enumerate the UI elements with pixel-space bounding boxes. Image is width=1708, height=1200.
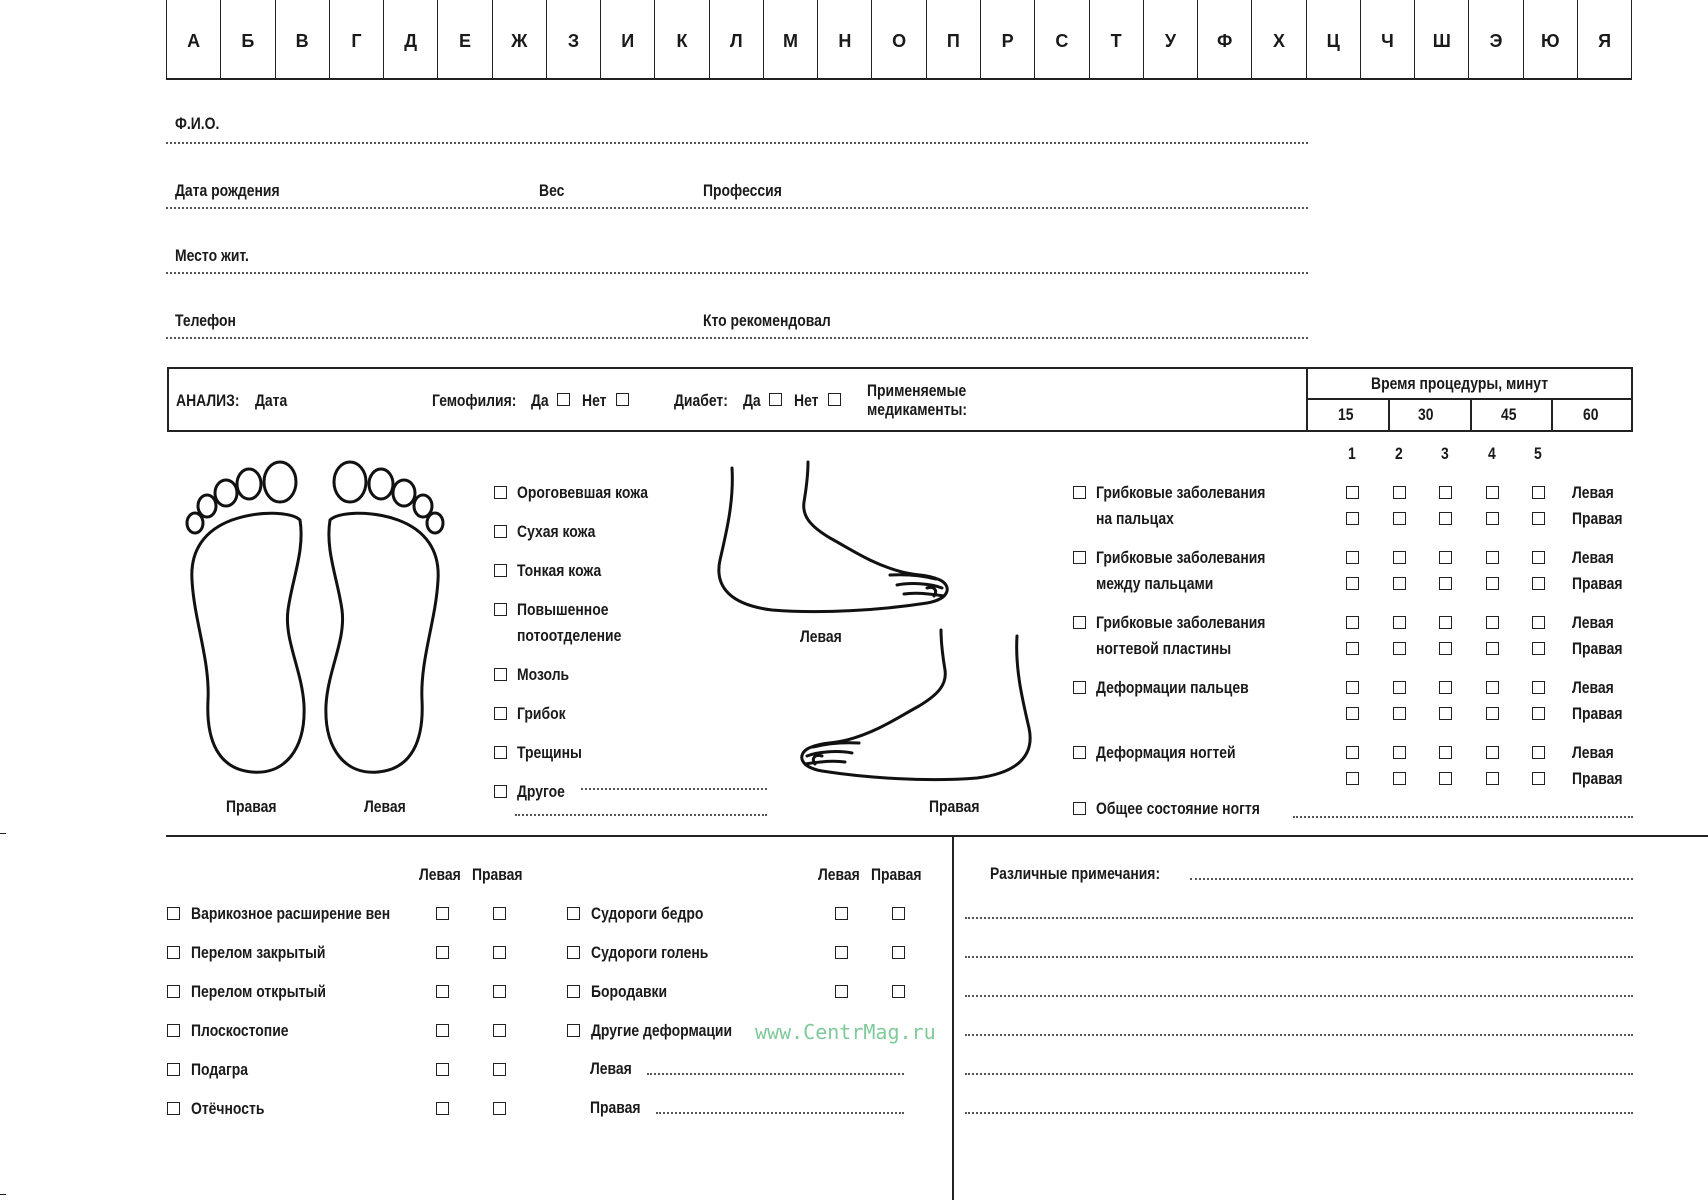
- edge-tick: [0, 1194, 6, 1195]
- grade-checkbox[interactable]: [1346, 772, 1359, 785]
- alphabet-letter[interactable]: Е: [437, 0, 491, 78]
- grade-checkbox[interactable]: [1486, 616, 1499, 629]
- alphabet-letter[interactable]: Н: [817, 0, 871, 78]
- notes-vertical-divider: [952, 835, 954, 1200]
- condition-checkbox[interactable]: [567, 1024, 580, 1037]
- watermark: www.CentrMag.ru: [755, 1020, 936, 1044]
- side-label: Правая: [1572, 704, 1623, 723]
- condition-label: Варикозное расширение вен: [191, 904, 391, 923]
- alphabet-letter[interactable]: Л: [709, 0, 763, 78]
- alphabet-letter[interactable]: А: [166, 0, 220, 78]
- minutes-15[interactable]: 15: [1338, 405, 1354, 424]
- condition-left-checkbox[interactable]: [436, 946, 449, 959]
- skin-condition-checkbox[interactable]: [494, 746, 507, 759]
- hemophilia-no-label: Нет: [582, 391, 607, 410]
- grade-number: 4: [1488, 444, 1496, 463]
- grade-checkbox[interactable]: [1346, 616, 1359, 629]
- weight-label: Вес: [539, 181, 565, 200]
- time-col-divider: [1551, 398, 1553, 432]
- grade-checkbox[interactable]: [1346, 551, 1359, 564]
- notes-line[interactable]: [965, 1034, 1633, 1036]
- side-label: Правая: [1572, 509, 1623, 528]
- condition-right-checkbox[interactable]: [493, 985, 506, 998]
- hemophilia-yes-checkbox[interactable]: [557, 393, 570, 406]
- skin-condition-checkbox[interactable]: [494, 707, 507, 720]
- other-deform-right-label: Правая: [590, 1098, 641, 1117]
- grade-checkbox[interactable]: [1393, 577, 1406, 590]
- grade-checkbox[interactable]: [1486, 577, 1499, 590]
- grade-checkbox[interactable]: [1532, 551, 1545, 564]
- side-label: Правая: [1572, 639, 1623, 658]
- grade-checkbox[interactable]: [1439, 746, 1452, 759]
- skin-condition-checkbox[interactable]: [494, 486, 507, 499]
- skin-condition-checkbox[interactable]: [494, 785, 507, 798]
- grade-checkbox[interactable]: [1346, 577, 1359, 590]
- grade-checkbox[interactable]: [1346, 642, 1359, 655]
- notes-line[interactable]: [965, 956, 1633, 958]
- condition-left-checkbox[interactable]: [835, 907, 848, 920]
- skin-condition-label: Повышенное: [517, 600, 609, 619]
- grade-checkbox[interactable]: [1393, 772, 1406, 785]
- fungal-condition-label-2: ногтевой пластины: [1096, 639, 1232, 658]
- alphabet-letter[interactable]: К: [654, 0, 708, 78]
- grade-checkbox[interactable]: [1439, 707, 1452, 720]
- grade-checkbox[interactable]: [1486, 551, 1499, 564]
- condition-right-checkbox[interactable]: [493, 1024, 506, 1037]
- bottom-right-col-header: Правая: [472, 865, 523, 884]
- grade-checkbox[interactable]: [1439, 486, 1452, 499]
- condition-label: Перелом закрытый: [191, 943, 326, 962]
- condition-label: Судороги голень: [591, 943, 709, 962]
- grade-checkbox[interactable]: [1439, 772, 1452, 785]
- notes-line[interactable]: [965, 917, 1633, 919]
- skin-condition-label: Ороговевшая кожа: [517, 483, 649, 502]
- alphabet-letter[interactable]: Р: [980, 0, 1034, 78]
- alphabet-letter[interactable]: Э: [1468, 0, 1522, 78]
- residence-label: Место жит.: [175, 246, 249, 265]
- skin-condition-checkbox[interactable]: [494, 525, 507, 538]
- grade-checkbox[interactable]: [1486, 486, 1499, 499]
- side-label: Правая: [1572, 574, 1623, 593]
- alphabet-letter[interactable]: П: [926, 0, 980, 78]
- skin-condition-checkbox[interactable]: [494, 564, 507, 577]
- fungal-condition-label: Грибковые заболевания: [1096, 548, 1266, 567]
- alphabet-letter[interactable]: У: [1143, 0, 1197, 78]
- alphabet-letter[interactable]: М: [763, 0, 817, 78]
- condition-right-checkbox[interactable]: [892, 946, 905, 959]
- fio-field[interactable]: [166, 142, 1308, 144]
- condition-checkbox[interactable]: [567, 985, 580, 998]
- condition-checkbox[interactable]: [167, 946, 180, 959]
- nail-general-label: Общее состояние ногтя: [1096, 799, 1260, 818]
- birth-weight-profession-field[interactable]: [166, 207, 1308, 209]
- nail-general-field[interactable]: [1293, 816, 1633, 818]
- bottom2-right-col-header: Правая: [871, 865, 922, 884]
- fungal-condition-checkbox[interactable]: [1073, 551, 1086, 564]
- condition-left-checkbox[interactable]: [436, 907, 449, 920]
- condition-checkbox[interactable]: [567, 946, 580, 959]
- notes-label: Различные примечания:: [990, 864, 1161, 883]
- grade-checkbox[interactable]: [1532, 616, 1545, 629]
- grade-checkbox[interactable]: [1532, 681, 1545, 694]
- grade-checkbox[interactable]: [1439, 616, 1452, 629]
- notes-line[interactable]: [965, 1073, 1633, 1075]
- condition-label: Перелом открытый: [191, 982, 326, 1001]
- grade-checkbox[interactable]: [1486, 707, 1499, 720]
- skin-condition-checkbox[interactable]: [494, 668, 507, 681]
- grade-checkbox[interactable]: [1393, 642, 1406, 655]
- medications-label-2: медикаменты:: [867, 400, 968, 419]
- diabetes-no-label: Нет: [794, 391, 819, 410]
- grade-checkbox[interactable]: [1346, 486, 1359, 499]
- notes-line[interactable]: [1190, 878, 1633, 880]
- other-deform-right-field[interactable]: [656, 1112, 904, 1114]
- condition-right-checkbox[interactable]: [493, 1102, 506, 1115]
- fungal-condition-checkbox[interactable]: [1073, 616, 1086, 629]
- diabetes-yes-label: Да: [743, 391, 761, 410]
- alphabet-letter[interactable]: Я: [1577, 0, 1632, 78]
- grade-checkbox[interactable]: [1346, 512, 1359, 525]
- alphabet-letter[interactable]: В: [275, 0, 329, 78]
- minutes-60[interactable]: 60: [1583, 405, 1599, 424]
- grade-checkbox[interactable]: [1439, 642, 1452, 655]
- condition-checkbox[interactable]: [167, 1102, 180, 1115]
- condition-left-checkbox[interactable]: [436, 1102, 449, 1115]
- condition-right-checkbox[interactable]: [892, 985, 905, 998]
- nail-general-checkbox[interactable]: [1073, 802, 1086, 815]
- alphabet-index: [166, 0, 1632, 80]
- sole-left-caption: Левая: [364, 797, 406, 816]
- fungal-condition-checkbox[interactable]: [1073, 746, 1086, 759]
- side-label: Левая: [1572, 483, 1614, 502]
- grade-checkbox[interactable]: [1532, 512, 1545, 525]
- diabetes-label: Диабет:: [674, 391, 728, 410]
- right-sole-icon: [192, 513, 304, 772]
- skin-condition-label: потоотделение: [517, 626, 622, 645]
- grade-checkbox[interactable]: [1439, 681, 1452, 694]
- grade-checkbox[interactable]: [1439, 512, 1452, 525]
- skin-condition-label: Мозоль: [517, 665, 570, 684]
- grade-number: 3: [1441, 444, 1449, 463]
- alphabet-letter[interactable]: Г: [329, 0, 383, 78]
- condition-left-checkbox[interactable]: [436, 1063, 449, 1076]
- skin-condition-label: Сухая кожа: [517, 522, 596, 541]
- edge-tick: [0, 833, 6, 834]
- condition-checkbox[interactable]: [567, 907, 580, 920]
- referred-by-label: Кто рекомендовал: [703, 311, 831, 330]
- minutes-45[interactable]: 45: [1501, 405, 1517, 424]
- grade-checkbox[interactable]: [1346, 681, 1359, 694]
- notes-line[interactable]: [965, 1112, 1633, 1114]
- side-label: Левая: [1572, 678, 1614, 697]
- condition-right-checkbox[interactable]: [493, 907, 506, 920]
- right-foot-side-illustration: [797, 628, 1037, 788]
- grade-checkbox[interactable]: [1439, 577, 1452, 590]
- other-skin-field[interactable]: [581, 788, 767, 790]
- side-left-caption: Левая: [800, 627, 842, 646]
- feet-soles-illustration: [180, 460, 460, 790]
- condition-label: Подагра: [191, 1060, 249, 1079]
- analysis-divider: [1306, 367, 1308, 432]
- grade-checkbox[interactable]: [1393, 486, 1406, 499]
- condition-label: Отёчность: [191, 1099, 265, 1118]
- fungal-condition-label-2: между пальцами: [1096, 574, 1214, 593]
- minutes-30[interactable]: 30: [1418, 405, 1434, 424]
- procedure-time-label: Время процедуры, минут: [1371, 374, 1549, 393]
- condition-label: Плоскостопие: [191, 1021, 289, 1040]
- alphabet-letter[interactable]: З: [546, 0, 600, 78]
- fungal-condition-label: Деформация ногтей: [1096, 743, 1236, 762]
- left-foot-side-icon: [719, 462, 947, 612]
- hemophilia-no-checkbox[interactable]: [616, 393, 629, 406]
- alphabet-letter[interactable]: Ч: [1360, 0, 1414, 78]
- fungal-condition-label: Деформации пальцев: [1096, 678, 1249, 697]
- grade-checkbox[interactable]: [1486, 746, 1499, 759]
- grade-checkbox[interactable]: [1532, 642, 1545, 655]
- grade-checkbox[interactable]: [1532, 486, 1545, 499]
- grade-number: 1: [1348, 444, 1356, 463]
- skin-condition-checkbox[interactable]: [494, 603, 507, 616]
- time-col-divider: [1388, 398, 1390, 432]
- alphabet-letter[interactable]: И: [600, 0, 654, 78]
- condition-left-checkbox[interactable]: [436, 985, 449, 998]
- condition-checkbox[interactable]: [167, 1063, 180, 1076]
- condition-left-checkbox[interactable]: [436, 1024, 449, 1037]
- condition-checkbox[interactable]: [167, 907, 180, 920]
- grade-checkbox[interactable]: [1532, 577, 1545, 590]
- condition-checkbox[interactable]: [167, 1024, 180, 1037]
- alphabet-letter[interactable]: О: [871, 0, 925, 78]
- analysis-label: АНАЛИЗ:: [176, 391, 240, 410]
- grade-checkbox[interactable]: [1532, 772, 1545, 785]
- birth-date-label: Дата рождения: [175, 181, 280, 200]
- side-right-caption: Правая: [929, 797, 980, 816]
- other-deform-left-label: Левая: [590, 1059, 632, 1078]
- bottom-left-col-header: Левая: [419, 865, 461, 884]
- grade-number: 2: [1395, 444, 1403, 463]
- sole-right-caption: Правая: [226, 797, 277, 816]
- grade-checkbox[interactable]: [1532, 746, 1545, 759]
- grade-checkbox[interactable]: [1393, 551, 1406, 564]
- grade-checkbox[interactable]: [1346, 746, 1359, 759]
- fungal-condition-label: Грибковые заболевания: [1096, 483, 1266, 502]
- alphabet-letter[interactable]: Д: [383, 0, 437, 78]
- other-skin-field-2[interactable]: [515, 814, 767, 816]
- profession-label: Профессия: [703, 181, 782, 200]
- condition-right-checkbox[interactable]: [493, 1063, 506, 1076]
- alphabet-letter[interactable]: Ж: [492, 0, 546, 78]
- alphabet-letter[interactable]: Ц: [1306, 0, 1360, 78]
- other-deform-left-field[interactable]: [647, 1073, 904, 1075]
- alphabet-letter[interactable]: С: [1034, 0, 1088, 78]
- grade-checkbox[interactable]: [1346, 707, 1359, 720]
- residence-field[interactable]: [166, 272, 1308, 274]
- alphabet-letter[interactable]: Б: [220, 0, 274, 78]
- alphabet-letter[interactable]: Х: [1251, 0, 1305, 78]
- skin-condition-label: Тонкая кожа: [517, 561, 602, 580]
- grade-checkbox[interactable]: [1393, 512, 1406, 525]
- grade-checkbox[interactable]: [1393, 746, 1406, 759]
- analysis-date-label: Дата: [255, 391, 288, 410]
- hemophilia-label: Гемофилия:: [432, 391, 517, 410]
- grade-checkbox[interactable]: [1486, 681, 1499, 694]
- condition-label: Судороги бедро: [591, 904, 704, 923]
- fio-label: Ф.И.О.: [175, 114, 220, 133]
- alphabet-letter[interactable]: Ш: [1414, 0, 1468, 78]
- alphabet-letter[interactable]: Ю: [1523, 0, 1577, 78]
- grade-checkbox[interactable]: [1486, 772, 1499, 785]
- grade-checkbox[interactable]: [1393, 616, 1406, 629]
- grade-checkbox[interactable]: [1486, 642, 1499, 655]
- left-foot-side-illustration: [712, 460, 957, 620]
- diabetes-no-checkbox[interactable]: [828, 393, 841, 406]
- alphabet-letter[interactable]: Т: [1089, 0, 1143, 78]
- diabetes-yes-checkbox[interactable]: [769, 393, 782, 406]
- alphabet-letter[interactable]: Ф: [1197, 0, 1251, 78]
- phone-referred-field[interactable]: [166, 337, 1308, 339]
- condition-checkbox[interactable]: [167, 985, 180, 998]
- condition-right-checkbox[interactable]: [892, 907, 905, 920]
- fungal-condition-label-2: на пальцах: [1096, 509, 1174, 528]
- condition-left-checkbox[interactable]: [835, 946, 848, 959]
- notes-line[interactable]: [965, 995, 1633, 997]
- condition-left-checkbox[interactable]: [835, 985, 848, 998]
- grade-checkbox[interactable]: [1439, 551, 1452, 564]
- left-sole-icon: [326, 513, 438, 772]
- right-foot-side-icon: [802, 630, 1030, 780]
- time-col-divider: [1470, 398, 1472, 432]
- grade-number: 5: [1534, 444, 1542, 463]
- condition-label: Другие деформации: [591, 1021, 733, 1040]
- fungal-condition-label: Грибковые заболевания: [1096, 613, 1266, 632]
- fungal-condition-checkbox[interactable]: [1073, 681, 1086, 694]
- grade-checkbox[interactable]: [1486, 512, 1499, 525]
- skin-condition-label: Грибок: [517, 704, 566, 723]
- medications-label-1: Применяемые: [867, 381, 967, 400]
- skin-condition-label: Трещины: [517, 743, 582, 762]
- grade-checkbox[interactable]: [1393, 707, 1406, 720]
- side-label: Правая: [1572, 769, 1623, 788]
- skin-condition-label: Другое: [517, 782, 565, 801]
- side-label: Левая: [1572, 548, 1614, 567]
- bottom2-left-col-header: Левая: [818, 865, 860, 884]
- side-label: Левая: [1572, 613, 1614, 632]
- side-label: Левая: [1572, 743, 1614, 762]
- condition-right-checkbox[interactable]: [493, 946, 506, 959]
- condition-label: Бородавки: [591, 982, 668, 1001]
- fungal-condition-checkbox[interactable]: [1073, 486, 1086, 499]
- hemophilia-yes-label: Да: [531, 391, 549, 410]
- grade-checkbox[interactable]: [1532, 707, 1545, 720]
- grade-checkbox[interactable]: [1393, 681, 1406, 694]
- bottom-section-divider: [166, 835, 1708, 837]
- phone-label: Телефон: [175, 311, 236, 330]
